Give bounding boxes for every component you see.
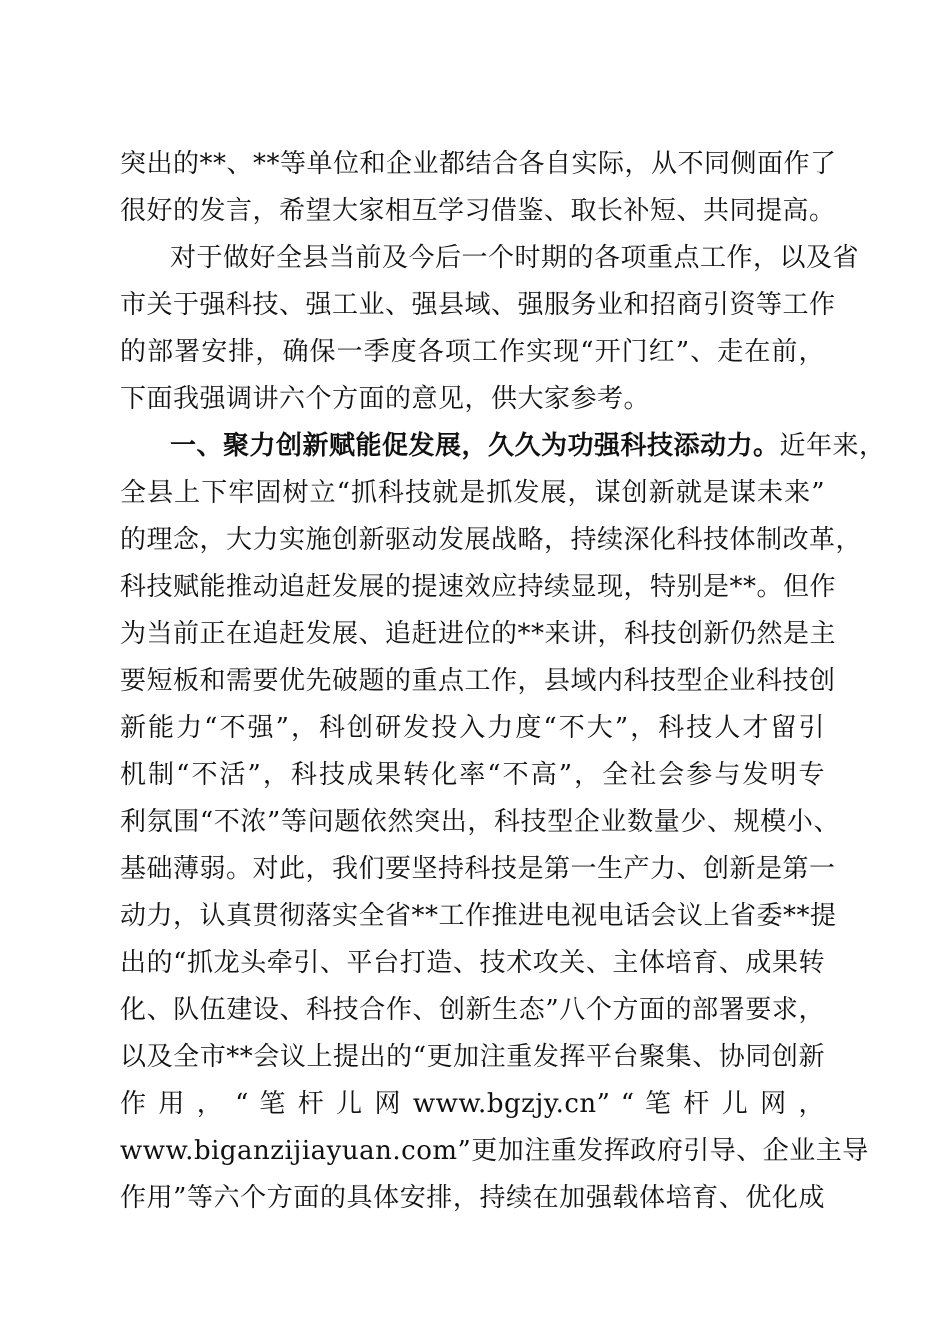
- paragraph-3-line-1: 全县上下牢固树立“抓科技就是抓发展，谋创新就是谋未来”: [120, 478, 825, 508]
- paragraph-3-line-7: 机制“不活”，科技成果转化率“不高”，全社会参与发明专: [120, 760, 825, 790]
- paragraph-3-line-4: 为当前正在追赶发展、追赶进位的**来讲，科技创新仍然是主: [120, 619, 837, 649]
- paragraph-3-heading-line: [170, 427, 886, 465]
- paragraph-3-line-16: 作用”等六个方面的具体安排，持续在加强载体培育、优化成: [120, 1183, 825, 1213]
- paragraph-1-line-2: 很好的发言，希望大家相互学习借鉴、取长补短、共同提高。: [120, 196, 836, 226]
- paragraph-3-line-11: 出的“抓龙头牵引、平台打造、技术攻关、主体培育、成果转: [120, 948, 825, 978]
- paragraph-3-line-5: 要短板和需要优先破题的重点工作，县域内科技型企业科技创: [120, 666, 836, 696]
- paragraph-3-line-6: 新能力“不强”，科创研发投入力度“不大”，科技人才留引: [120, 713, 825, 743]
- paragraph-3-line-9: 基础薄弱。对此，我们要坚持科技是第一生产力、创新是第一: [120, 854, 836, 884]
- paragraph-3-line-13: 以及全市**会议上提出的“更加注重发挥平台聚集、协同创新: [120, 1042, 825, 1072]
- paragraph-2-line-2: 市关于强科技、强工业、强县域、强服务业和招商引资等工作: [120, 290, 836, 320]
- paragraph-2-line-3: 的部署安排，确保一季度各项工作实现“开门红”、走在前，: [120, 337, 825, 367]
- paragraph-3-line-3: 科技赋能推动追赶发展的提速效应持续显现，特别是**。但作: [120, 572, 837, 602]
- paragraph-3-line-8: 利氛围“不浓”等问题依然突出，科技型企业数量少、规模小、: [120, 807, 840, 837]
- paragraph-2-line-4: 下面我强调讲六个方面的意见，供大家参考。: [120, 384, 651, 414]
- paragraph-3-line-12: 化、队伍建设、科技合作、创新生态”八个方面的部署要求，: [120, 995, 825, 1025]
- paragraph-3-line-14: 作 用 ， “ 笔 杆 儿 网 www.bgzjy.cn” “ 笔 杆 儿 网 ，: [120, 1089, 825, 1119]
- section-heading-tail: 近年来，: [779, 431, 886, 461]
- paragraph-3-line-15: www.biganzijiayuan.com”更加注重发挥政府引导、企业主导: [120, 1136, 869, 1166]
- paragraph-1-line-1: 突出的**、**等单位和企业都结合各自实际，从不同侧面作了: [120, 149, 837, 179]
- paragraph-2-line-1: 对于做好全县当前及今后一个时期的各项重点工作，以及省: [170, 243, 860, 273]
- paragraph-3-line-2: 的理念，大力实施创新驱动发展战略，持续深化科技体制改革，: [120, 525, 863, 555]
- paragraph-3-line-10: 动力，认真贯彻落实全省**工作推进电视电话会议上省委**提: [120, 901, 837, 931]
- section-heading: 一、聚力创新赋能促发展，久久为功强科技添动力。: [170, 431, 780, 461]
